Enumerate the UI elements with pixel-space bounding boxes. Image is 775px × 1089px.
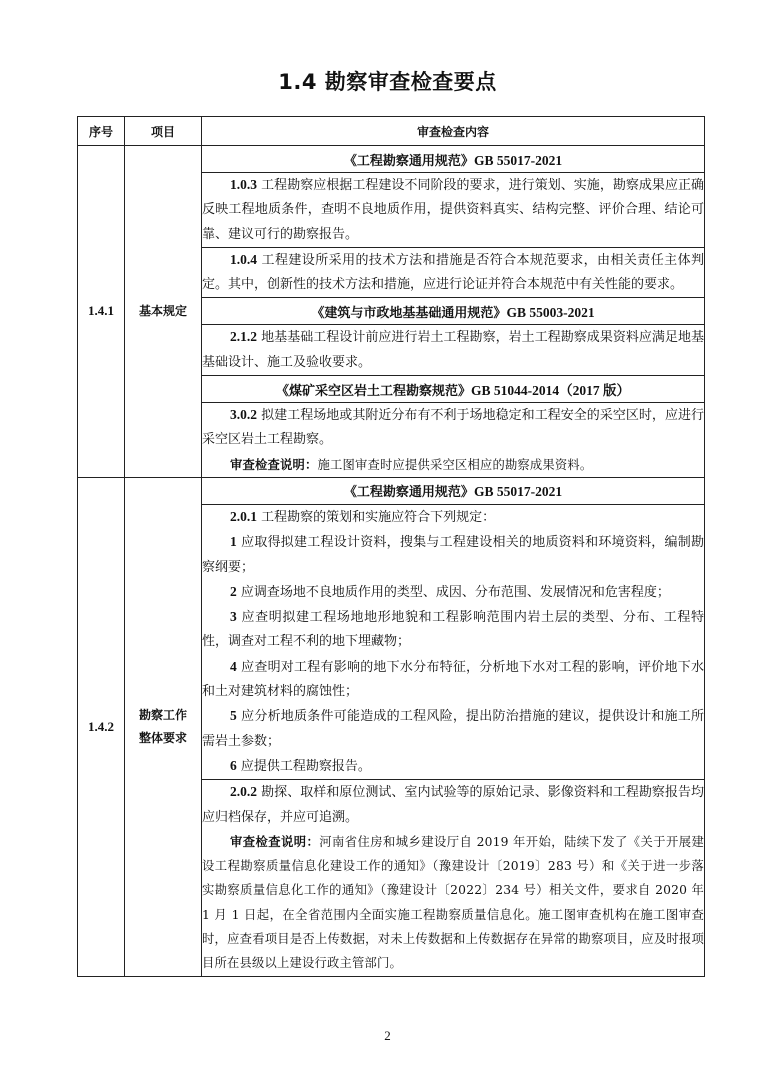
clause-1-0-4 — [202, 247, 705, 298]
list-item — [202, 704, 704, 754]
clause-number: 1.0.3 — [230, 177, 257, 192]
section-item-line2: 整体要求 — [138, 730, 187, 745]
standard-code: GB 51044-2014（2017 版） — [471, 383, 631, 399]
header-content: 审查检查内容 — [202, 117, 705, 146]
section-number: 1.4.1 — [78, 146, 125, 478]
review-table — [77, 116, 705, 977]
page-title: 1.4 勘察审查检查要点 — [278, 70, 497, 94]
list-item — [202, 580, 704, 605]
standard-code: GB 55017-2021 — [473, 484, 563, 500]
standard-name: 《煤矿采空区岩土工程勘察规范》 — [275, 384, 471, 400]
header-row — [78, 117, 705, 146]
list-text: 应分析地质条件可能造成的工程风险，提出防治措施的建议，提供设计和施工所需岩土参数； — [202, 709, 704, 749]
list-item — [202, 655, 704, 705]
clause-text: 工程勘察应根据工程建设不同阶段的要求，进行策划、实施，勘察成果应正确反映工程地质条件，查明不良地质作用，提供资料真实、结构完整、评价合理、结论可靠、建议可行的勘察报告。 — [202, 178, 704, 242]
review-note — [202, 830, 704, 976]
standard-code: GB 55017-2021 — [473, 152, 563, 168]
section-item-line1: 勘察工作 — [138, 707, 187, 722]
clause-number: 3.0.2 — [230, 407, 257, 423]
standard-name: 《建筑与市政地基基础通用规范》 — [311, 305, 507, 321]
clause-text: 工程建设所采用的技术方法和措施是否符合本规范要求，由相关责任主体判定。其中，创新性的技术方法和措施，应进行论证并符合本规范中有关性能的要求。 — [202, 252, 704, 293]
list-text: 应取得拟建工程设计资料，搜集与工程建设相关的地质资料和环境资料，编制勘察纲要； — [202, 535, 704, 575]
clause-number: 2.0.2 — [230, 784, 257, 800]
list-item — [202, 754, 704, 779]
note-label: 审查检查说明： — [230, 834, 320, 849]
section-item: 基本规定 — [125, 146, 202, 478]
clause-2-1-2 — [202, 325, 705, 376]
clause-text: 工程勘察的策划和实施应符合下列规定： — [257, 509, 496, 525]
list-number: 2 — [230, 583, 237, 599]
standard-name: 《工程勘察通用规范》 — [343, 485, 474, 501]
clause-number: 2.1.2 — [230, 329, 257, 345]
header-num: 序号 — [78, 117, 125, 146]
clause-text: 拟建工程场地或其附近分布有不利于场地稳定和工程安全的采空区时，应进行采空区岩土工程勘察。 — [202, 408, 704, 448]
section-item — [125, 477, 202, 976]
clause-text: 勘探、取样和原位测试、室内试验等的原始记录、影像资料和工程勘察报告均应归档保存，并应可追溯。 — [202, 785, 704, 825]
note-label: 审查检查说明： — [230, 457, 318, 472]
standard-name: 《工程勘察通用规范》 — [343, 153, 474, 169]
clause-2-0-1 — [202, 504, 705, 779]
section-number: 1.4.2 — [78, 477, 125, 976]
list-text: 应查明拟建工程场地地形地貌和工程影响范围内岩土层的类型、分布、工程特性，调查对工程不利的地下埋藏物； — [202, 610, 704, 650]
list-number: 5 — [230, 708, 237, 724]
list-number: 3 — [230, 609, 237, 625]
list-text: 应提供工程勘察报告。 — [236, 758, 371, 774]
list-item — [202, 605, 704, 655]
list-text: 应查明对工程有影响的地下水分布特征，分析地下水对工程的影响，评价地下水和土对建筑材料的腐蚀性； — [202, 659, 704, 700]
list-number: 4 — [230, 658, 237, 674]
standard-title — [202, 298, 705, 325]
review-note — [202, 453, 704, 477]
clause-number: 2.0.1 — [230, 508, 257, 524]
page-number: 2 — [384, 1028, 391, 1043]
standard-title — [202, 477, 705, 504]
standard-title — [202, 376, 705, 403]
note-text: 施工图审查时应提供采空区相应的勘察成果资料。 — [317, 457, 593, 472]
standard-title — [202, 146, 705, 173]
list-item — [202, 530, 704, 580]
clause-1-0-3 — [202, 173, 705, 248]
standard-code: GB 55003-2021 — [506, 304, 595, 320]
clause-number: 1.0.4 — [230, 251, 257, 267]
clause-2-0-2 — [202, 780, 705, 976]
clause-text: 地基基础工程设计前应进行岩土工程勘察，岩土工程勘察成果资料应满足地基基础设计、施工及验收要求。 — [202, 330, 704, 370]
list-number: 6 — [230, 757, 237, 773]
list-text: 应调查场地不良地质作用的类型、成因、分布范围、发展情况和危害程度； — [236, 584, 670, 600]
header-item: 项目 — [125, 117, 202, 146]
clause-3-0-2 — [202, 403, 705, 478]
list-number: 1 — [230, 534, 237, 550]
note-text: 河南省住房和城乡建设厅自 2019 年开始，陆续下发了《关于开展建设工程勘察质量信息化建设工作的通知》（豫建设计〔2019〕283 号）和《关于进一步落实勘察质量信息化工作的通知》（豫建设计〔2022〕234 号）相关文件，要求自 2020 年 1 月 1 日起，在全省范围内全面实施工程勘察质量信息化。施工图审查机构在施工图审查时，应查看项目是否上传数据，对未上传数据和上传数据存在异常的勘察项目，应及时报项目所在县级以上建设行政主管部门。 — [202, 834, 705, 971]
